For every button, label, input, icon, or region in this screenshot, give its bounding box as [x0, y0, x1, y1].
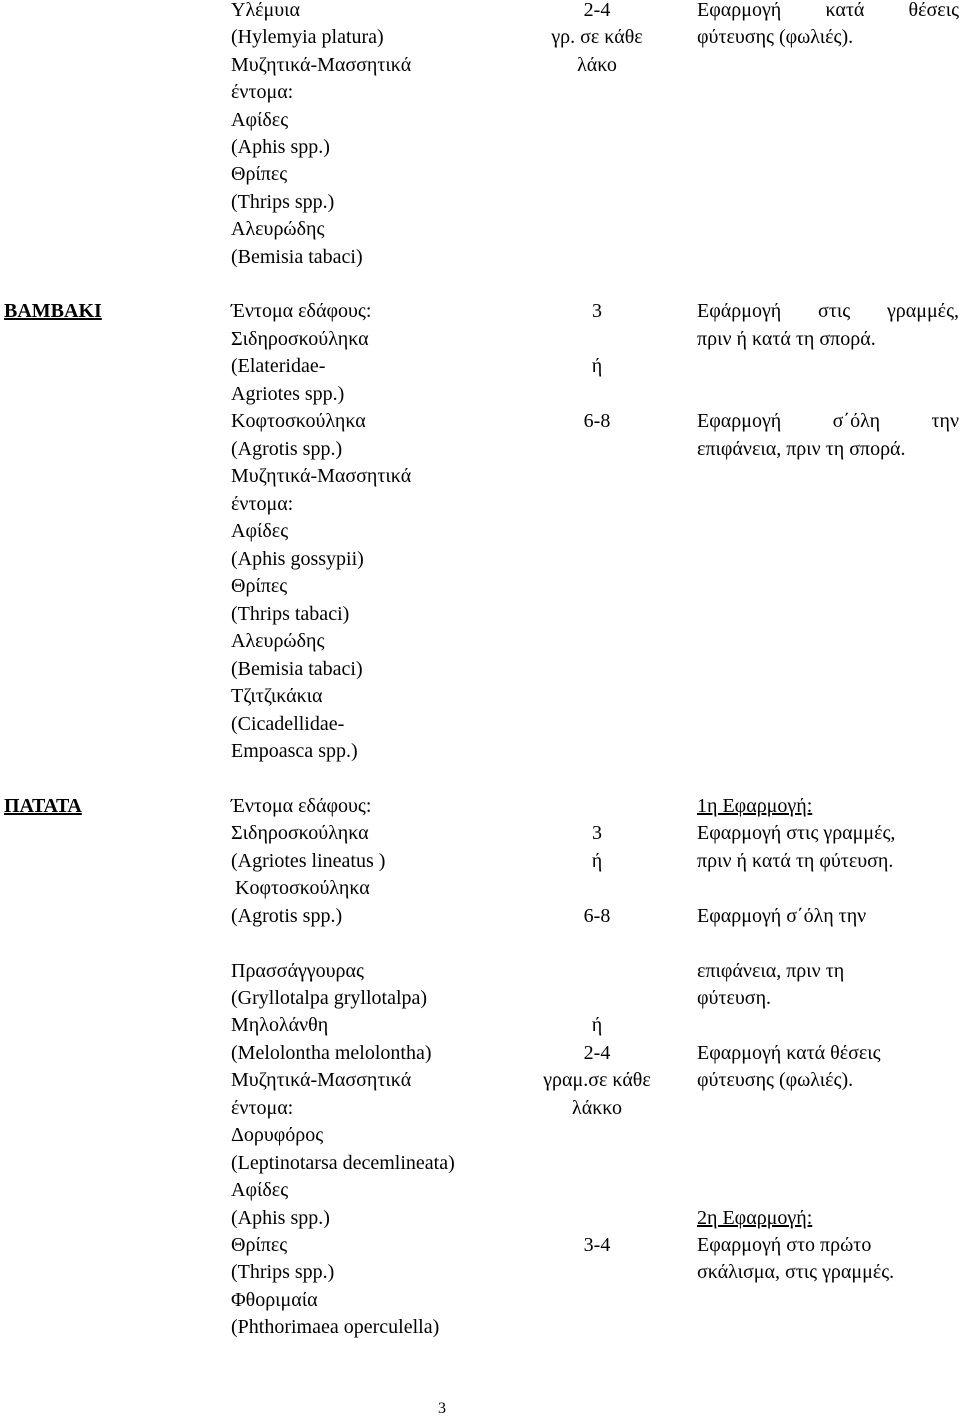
application-word: γραμμές, — [886, 300, 959, 323]
dose-line: λάκκο — [572, 1097, 622, 1120]
dose-line: 6-8 — [583, 905, 611, 928]
pest-line: (Gryllotalpa gryllotalpa) — [231, 987, 428, 1010]
pest-line: (Aphis gossypii) — [231, 548, 364, 571]
pest-line: Αλευρώδης — [231, 218, 325, 241]
application-line: επιφάνεια, πριν τη — [697, 960, 845, 983]
application-word: την — [931, 410, 959, 433]
dose-line: λάκο — [577, 54, 617, 77]
application-line: φύτευσης (φωλιές). — [697, 26, 854, 49]
pest-line: Θρίπες — [231, 163, 288, 186]
application-heading: 2η Εφαρμογή: — [697, 1207, 813, 1230]
application-word: κατά — [825, 0, 865, 22]
pest-line: (Elateridae- — [231, 355, 326, 378]
dose-line: ή — [591, 850, 603, 873]
pest-line: Μυζητικά-Μασσητικά — [231, 54, 412, 77]
pest-line: (Aphis spp.) — [231, 1207, 330, 1230]
pest-line: (Agrotis spp.) — [231, 438, 343, 461]
application-line — [697, 408, 959, 435]
application-line — [697, 298, 959, 325]
pest-line: Μυζητικά-Μασσητικά — [231, 1069, 412, 1092]
application-word: στις — [818, 300, 851, 323]
pest-line: Αλευρώδης — [231, 630, 325, 653]
pest-line: Θρίπες — [231, 575, 288, 598]
dose-line: γραμ.σε κάθε — [543, 1069, 651, 1092]
pest-line: (Thrips tabaci) — [231, 603, 350, 626]
dose-line: 3-4 — [583, 1234, 611, 1257]
crop-name: ΒΑΜΒΑΚΙ — [4, 300, 102, 323]
pest-line: Agriotes spp.) — [231, 383, 345, 406]
pest-line: (Agriotes lineatus ) — [231, 850, 386, 873]
dose-line: 2-4 — [583, 0, 611, 22]
application-line: πριν ή κατά τη σπορά. — [697, 328, 876, 351]
pest-line: Αφίδες — [231, 109, 289, 132]
dose-line: 3 — [592, 822, 602, 845]
dose-line: ή — [591, 1014, 603, 1037]
pest-line: Αφίδες — [231, 520, 289, 543]
application-word: Εφαρμογή — [697, 410, 782, 433]
pest-line: Empoasca spp.) — [231, 740, 358, 763]
pest-line: (Cicadellidae- — [231, 713, 345, 736]
pest-line: Δορυφόρος — [231, 1124, 324, 1147]
pest-line: Μυζητικά-Μασσητικά — [231, 465, 412, 488]
pest-line: Κοφτοσκούληκα — [231, 410, 366, 433]
pest-line: Σιδηροσκούληκα — [231, 328, 369, 351]
pest-line: (Thrips spp.) — [231, 191, 335, 214]
pest-line: (Hylemyia platura) — [231, 26, 384, 49]
application-line — [697, 0, 959, 25]
pest-line: έντομα: — [231, 493, 294, 516]
application-word: θέσεις — [908, 0, 959, 22]
application-line: επιφάνεια, πριν τη σπορά. — [697, 438, 906, 461]
page-number: 3 — [438, 1400, 446, 1418]
pest-line: Πρασσάγγουρας — [231, 960, 364, 983]
pest-line: (Leptinotarsa decemlineata) — [231, 1152, 455, 1175]
dose-line: ή — [591, 355, 603, 378]
application-line: Εφαρμογή κατά θέσεις — [697, 1042, 881, 1065]
pest-line: Φθοριμαία — [231, 1289, 318, 1312]
application-line: Εφαρμογή στις γραμμές, — [697, 822, 896, 845]
dose-line: 2-4 — [583, 1042, 611, 1065]
pest-line: Υλέμυια — [231, 0, 301, 22]
pest-line: Κοφτοσκούληκα — [235, 877, 370, 900]
dose-line: 6-8 — [583, 410, 611, 433]
pest-line: (Bemisia tabaci) — [231, 246, 363, 269]
application-heading: 1η Εφαρμογή: — [697, 795, 813, 818]
pest-line: Έντομα εδάφους: — [231, 795, 372, 818]
application-word: Εφαρμογή — [697, 0, 782, 22]
pest-line: Μηλολάνθη — [231, 1014, 329, 1037]
application-line: φύτευσης (φωλιές). — [697, 1069, 854, 1092]
application-line: σκάλισμα, στις γραμμές. — [697, 1261, 895, 1284]
pest-line: (Agrotis spp.) — [231, 905, 343, 928]
pest-line: (Phthorimaea operculella) — [231, 1316, 440, 1339]
pest-line: (Aphis spp.) — [231, 136, 330, 159]
application-line: πριν ή κατά τη φύτευση. — [697, 850, 894, 873]
application-line: Εφαρμογή στο πρώτο — [697, 1234, 872, 1257]
pest-line: (Thrips spp.) — [231, 1261, 335, 1284]
pest-line: Σιδηροσκούληκα — [231, 822, 369, 845]
crop-name: ΠΑΤΑΤΑ — [4, 795, 82, 818]
pest-line: Τζιτζικάκια — [231, 685, 323, 708]
dose-line: 3 — [592, 300, 602, 323]
pest-line: έντομα: — [231, 1097, 294, 1120]
application-line: φύτευση. — [697, 987, 772, 1010]
application-line: Εφαρμογή σ΄όλη την — [697, 905, 867, 928]
dose-line: γρ. σε κάθε — [551, 26, 643, 49]
pest-line: έντομα: — [231, 81, 294, 104]
application-word: σ΄όλη — [832, 410, 881, 433]
pest-line: Αφίδες — [231, 1179, 289, 1202]
application-word: Εφάρμογή — [697, 300, 782, 323]
pest-line: Θρίπες — [231, 1234, 288, 1257]
pest-line: (Bemisia tabaci) — [231, 658, 363, 681]
pest-line: (Melolontha melolontha) — [231, 1042, 432, 1065]
pest-line: Έντομα εδάφους: — [231, 300, 372, 323]
